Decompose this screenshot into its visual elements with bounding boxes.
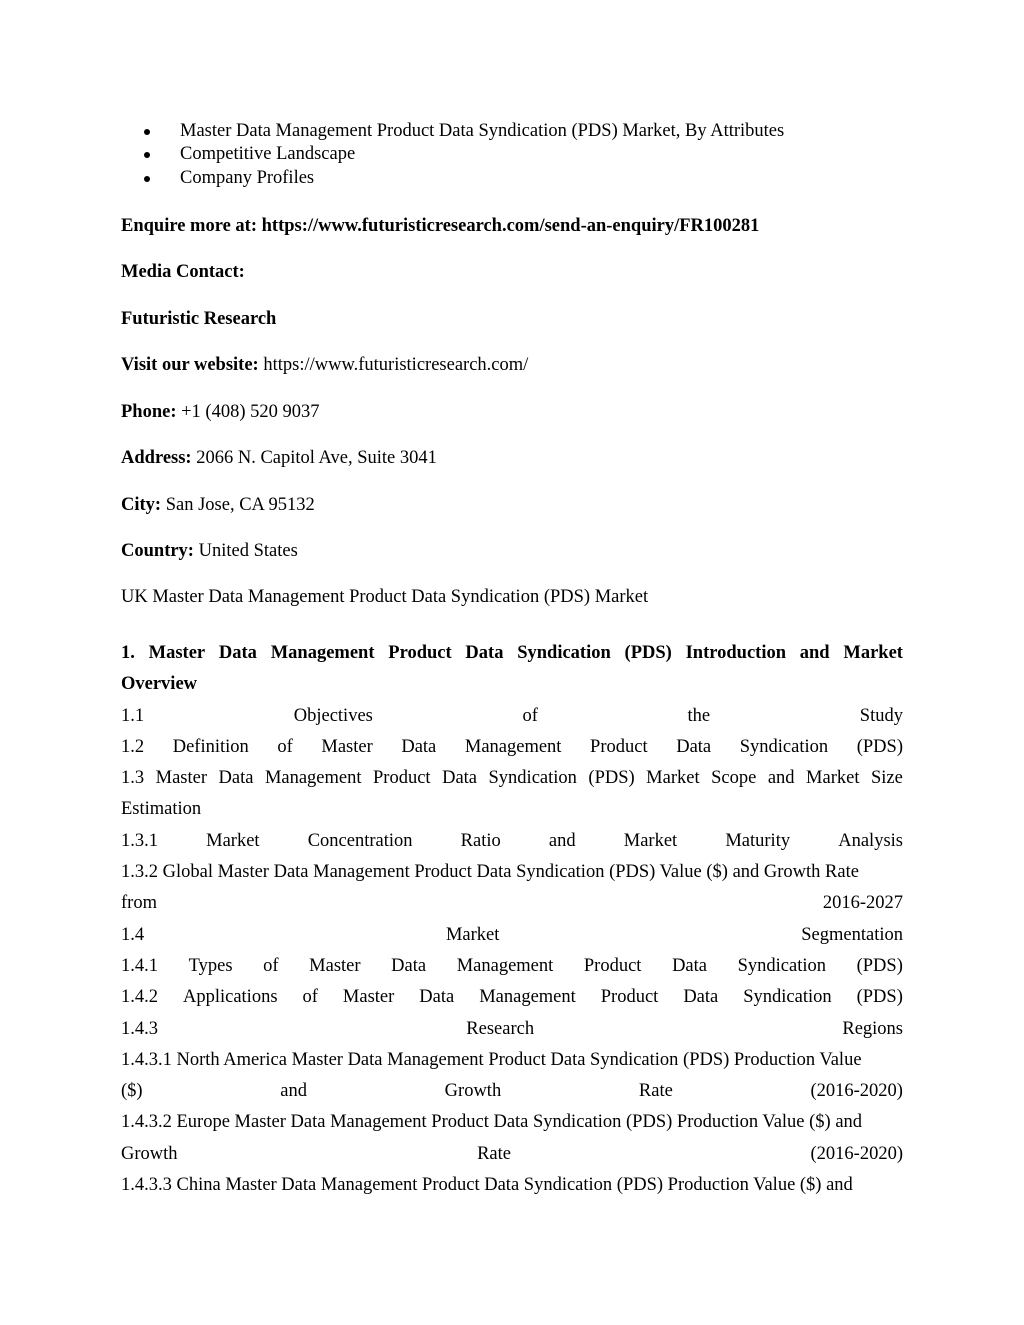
- toc-word: Syndication: [488, 768, 577, 789]
- country-value: United States: [198, 541, 298, 561]
- toc-word: 1.4.3: [121, 1018, 158, 1039]
- toc-word: Data: [465, 643, 504, 663]
- toc-word: Management: [264, 768, 362, 789]
- toc-row[interactable]: [121, 951, 903, 982]
- toc-word: Study: [859, 705, 903, 726]
- toc-word: (2016-2020): [810, 1081, 903, 1102]
- toc-word: Management: [479, 987, 576, 1008]
- toc-word: Research: [466, 1018, 535, 1039]
- toc-word: Data: [672, 955, 707, 976]
- toc-word: Product: [583, 955, 642, 976]
- toc-word: and: [548, 830, 576, 851]
- toc-word: (PDS): [856, 736, 903, 757]
- toc-word: Market: [206, 830, 260, 851]
- toc-word: 1.4.2: [121, 987, 158, 1008]
- bullet-icon: [144, 176, 150, 182]
- toc-word: Management: [464, 736, 562, 757]
- toc-word: 1.1: [121, 705, 145, 726]
- bullet-icon: [144, 129, 150, 135]
- toc-word: 1.4.1: [121, 955, 158, 976]
- toc-row[interactable]: [121, 888, 903, 919]
- toc-word: Objectives: [293, 705, 373, 726]
- toc-word: Data: [401, 736, 437, 757]
- country-label: Country:: [121, 541, 194, 561]
- toc-word: Master: [321, 736, 373, 757]
- toc-word: and: [799, 643, 830, 663]
- toc-word: Master: [148, 643, 206, 663]
- toc-word: ($): [121, 1081, 143, 1102]
- toc-word: of: [263, 955, 279, 976]
- toc-word: Market: [843, 643, 903, 663]
- toc-word: Syndication: [517, 643, 611, 663]
- city-line: [121, 493, 315, 517]
- toc-word: Product: [600, 987, 659, 1008]
- toc-word: 2016-2027: [822, 893, 903, 914]
- toc-word: Management: [270, 643, 375, 663]
- toc-word: and: [767, 768, 795, 789]
- toc-row[interactable]: [121, 1014, 903, 1045]
- toc-row[interactable]: 1.3.2 Global Master Data Management Product Data Syndication (PDS) Value ($) and Growth Rate: [121, 862, 859, 883]
- list-item: Competitive Landscape: [121, 143, 784, 166]
- toc-row[interactable]: [121, 732, 903, 763]
- address-label: Address:: [121, 448, 192, 468]
- toc-word: the: [687, 705, 711, 726]
- toc-word: Data: [442, 768, 478, 789]
- table-of-contents: [121, 638, 903, 1201]
- toc-word: Types: [188, 955, 233, 976]
- city-label: City:: [121, 495, 162, 515]
- toc-word: Applications: [182, 987, 278, 1008]
- toc-word: (PDS): [588, 768, 635, 789]
- toc-word: Growth: [444, 1081, 502, 1102]
- toc-word: and: [280, 1081, 307, 1102]
- enquire-label: Enquire more at:: [121, 216, 258, 236]
- toc-word: 1.4: [121, 924, 145, 945]
- toc-row[interactable]: [121, 763, 903, 794]
- toc-word: 1.2: [121, 736, 145, 757]
- report-title: UK Master Data Management Product Data Syndication (PDS) Market: [121, 587, 649, 607]
- toc-word: of: [302, 987, 318, 1008]
- phone-value: +1 (408) 520 9037: [181, 402, 320, 422]
- toc-word: Data: [676, 736, 712, 757]
- bullet-icon: [144, 152, 150, 158]
- toc-row[interactable]: [121, 982, 903, 1013]
- toc-word: (PDS): [856, 987, 903, 1008]
- toc-word: of: [277, 736, 293, 757]
- list-item: Master Data Management Product Data Syndication (PDS) Market, By Attributes: [121, 120, 784, 143]
- toc-row[interactable]: [121, 920, 903, 951]
- toc-word: Syndication: [743, 987, 832, 1008]
- toc-word: Product: [373, 768, 431, 789]
- toc-word: Market: [623, 830, 678, 851]
- list-item: Company Profiles: [121, 167, 784, 190]
- toc-word: Definition: [172, 736, 249, 757]
- enquire-link[interactable]: https://www.futuristicresearch.com/send-an-enquiry/FR100281: [261, 216, 760, 236]
- website-line: [121, 353, 528, 377]
- enquire-line: [121, 214, 759, 238]
- toc-row[interactable]: 1.4.3.2 Europe Master Data Management Product Data Syndication (PDS) Production Value ($) and: [121, 1112, 863, 1133]
- toc-word: Master: [342, 987, 395, 1008]
- toc-word: Segmentation: [801, 924, 903, 945]
- toc-word: (2016-2020): [810, 1143, 903, 1164]
- website-label: Visit our website:: [121, 355, 259, 375]
- toc-word: Data: [683, 987, 719, 1008]
- toc-word: Growth: [121, 1143, 178, 1164]
- toc-word: Master: [309, 955, 361, 976]
- toc-word: of: [522, 705, 538, 726]
- company-name: Futuristic Research: [121, 309, 277, 329]
- bullet-list: [121, 120, 784, 190]
- toc-row[interactable]: [121, 1139, 903, 1170]
- toc-word: Data: [391, 955, 427, 976]
- media-contact-heading: Media Contact:: [121, 262, 245, 282]
- toc-word: Syndication: [737, 955, 826, 976]
- toc-word: Rate: [638, 1081, 673, 1102]
- address-value: 2066 N. Capitol Ave, Suite 3041: [196, 448, 437, 468]
- toc-word: Concentration: [307, 830, 413, 851]
- country-line: [121, 539, 298, 563]
- toc-word: 1.3.1: [121, 830, 158, 851]
- toc-word: Product: [388, 643, 452, 663]
- toc-word: Scope: [711, 768, 757, 789]
- toc-word: Data: [218, 643, 257, 663]
- toc-word: (PDS): [624, 643, 672, 663]
- toc-word: Data: [419, 987, 455, 1008]
- toc-word: Data: [218, 768, 254, 789]
- city-value: San Jose, CA 95132: [165, 495, 315, 515]
- toc-row[interactable]: 1.4.3.1 North America Master Data Management Product Data Syndication (PDS) Production Value: [121, 1049, 862, 1070]
- toc-heading-line: [121, 638, 903, 669]
- toc-word: Ratio: [460, 830, 501, 851]
- toc-word: Analysis: [838, 830, 903, 851]
- toc-row[interactable]: [121, 1076, 903, 1107]
- toc-word: 1.3: [121, 768, 145, 789]
- toc-word: Management: [456, 955, 554, 976]
- phone-label: Phone:: [121, 402, 177, 422]
- phone-line: [121, 400, 320, 424]
- toc-word: Syndication: [739, 736, 829, 757]
- toc-word: Rate: [477, 1143, 511, 1164]
- toc-word: Market: [646, 768, 700, 789]
- toc-word: Product: [590, 736, 648, 757]
- toc-word: Regions: [842, 1018, 903, 1039]
- toc-heading-line: Overview: [121, 674, 198, 695]
- toc-word: Size: [870, 768, 903, 789]
- toc-word: Introduction: [685, 643, 786, 663]
- toc-row[interactable]: [121, 826, 903, 857]
- website-link[interactable]: https://www.futuristicresearch.com/: [263, 355, 529, 375]
- toc-word: (PDS): [856, 955, 903, 976]
- toc-row[interactable]: [121, 701, 903, 732]
- address-line: [121, 446, 437, 470]
- toc-word: Market: [806, 768, 860, 789]
- toc-word: from: [121, 893, 157, 914]
- toc-row[interactable]: Estimation: [121, 799, 202, 820]
- toc-word: Master: [155, 768, 207, 789]
- toc-word: Market: [445, 924, 500, 945]
- toc-row[interactable]: 1.4.3.3 China Master Data Management Product Data Syndication (PDS) Production Value ($) and: [121, 1175, 853, 1196]
- toc-word: 1.: [121, 643, 135, 663]
- toc-word: Maturity: [725, 830, 791, 851]
